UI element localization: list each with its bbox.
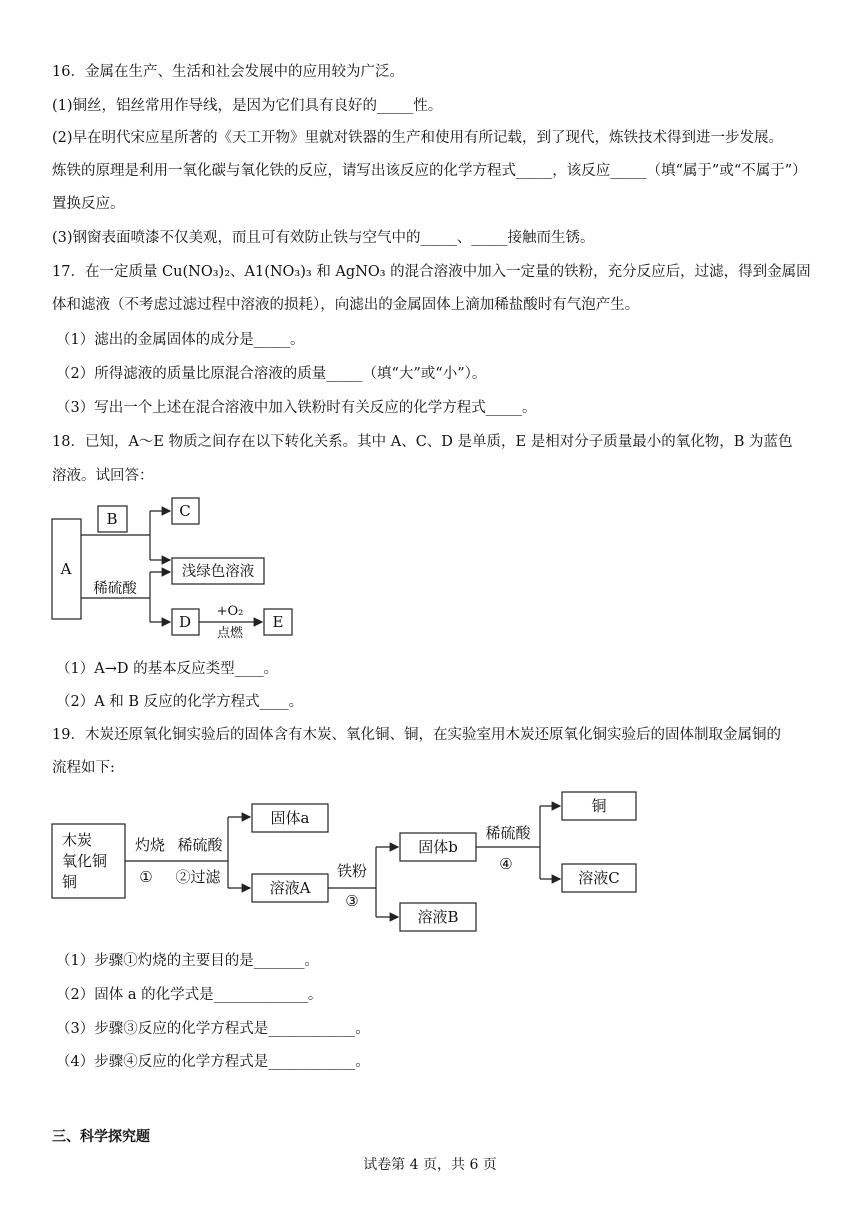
q16-part2-line3: 置换反应。 <box>52 196 125 212</box>
q19-part2: （2）固体 a 的化学式是_____________。 <box>56 987 323 1003</box>
label-a: A <box>60 560 72 578</box>
label-ignite: 点燃 <box>216 626 244 641</box>
q16-part1: (1)铜丝，铝丝常用作导线，是因为它们具有良好的_____性。 <box>52 98 443 114</box>
label-burn: 灼烧 <box>134 836 166 854</box>
label-dilute-acid: 稀硫酸 <box>93 581 137 597</box>
q19-part3: （3）步骤③反应的化学方程式是____________。 <box>56 1021 370 1037</box>
section-heading: 三、科学探究题 <box>52 1129 150 1145</box>
q17-part3: （3）写出一个上述在混合溶液中加入铁粉时有关反应的化学方程式_____。 <box>56 400 537 416</box>
label-acid-2: 稀硫酸 <box>485 824 531 842</box>
label-step4: ④ <box>499 855 513 873</box>
label-step2: ②过滤 <box>175 868 221 886</box>
label-b: B <box>106 510 118 528</box>
q18-part1: （1）A→D 的基本反应类型____。 <box>56 661 279 677</box>
q19-stem-line1: 19．木炭还原氧化铜实验后的固体含有木炭、氧化铜、铜，在实验室用木炭还原氧化铜实验后的固体制取金属铜的 <box>52 727 781 743</box>
label-c: C <box>179 502 191 520</box>
q17-stem-line1: 17．在一定质量 Cu(NO₃)₂、A1(NO₃)₃ 和 AgNO₃ 的混合溶液中加入一定量的铁粉，充分反应后，过滤，得到金属固 <box>52 264 811 280</box>
label-solution-a: 溶液A <box>269 879 311 897</box>
label-step3: ③ <box>345 892 359 910</box>
q19-part1: （1）步骤①灼烧的主要目的是_______。 <box>56 953 319 969</box>
label-charcoal: 木炭 <box>62 831 93 849</box>
q16-part2-line2: 炼铁的原理是利用一氧化碳与氧化铁的反应，请写出该反应的化学方程式_____，该反应_____（填“属于”或“不属于”） <box>52 163 807 179</box>
q18-stem-line2: 溶液。试回答： <box>52 468 154 484</box>
q18-stem-line1: 18．已知，A～E 物质之间存在以下转化关系。其中 A、C、D 是单质，E 是相对分子质量最小的氧化物，B 为蓝色 <box>52 434 793 450</box>
label-iron-powder: 铁粉 <box>336 862 368 880</box>
q17-stem-line2: 体和滤液（不考虑过滤过程中溶液的损耗），向滤出的金属固体上滴加稀盐酸时有气泡产生。 <box>52 297 640 313</box>
label-copper-oxide: 氧化铜 <box>62 852 108 870</box>
label-d: D <box>178 613 192 631</box>
q17-part2: （2）所得滤液的质量比原混合溶液的质量_____（填“大”或“小”）。 <box>56 366 487 382</box>
label-acid-1: 稀硫酸 <box>177 836 223 854</box>
q16-part3: (3)钢窗表面喷漆不仅美观，而且可有效防止铁与空气中的_____、_____接触而生锈。 <box>52 230 595 246</box>
label-e: E <box>272 613 284 631</box>
q19-stem-line2: 流程如下: <box>52 760 115 776</box>
q16-stem: 16．金属在生产、生活和社会发展中的应用较为广泛。 <box>52 64 404 80</box>
q18-part2: （2）A 和 B 反应的化学方程式____。 <box>56 694 304 710</box>
label-solution-b: 溶液B <box>417 908 459 926</box>
label-solid-a: 固体a <box>270 809 310 827</box>
q16-part2-line1: (2)早在明代宋应星所著的《天工开物》里就对铁器的生产和使用有所记载，到了现代，炼铁技术得到进一步发展。 <box>52 130 784 146</box>
label-plus-o2: +O₂ <box>216 604 244 619</box>
label-copper: 铜 <box>591 797 607 815</box>
label-green-solution: 浅绿色溶液 <box>181 564 255 580</box>
label-step1: ① <box>139 868 153 886</box>
q17-part1: （1）滤出的金属固体的成分是_____。 <box>56 332 305 348</box>
q19-part4: （4）步骤④反应的化学方程式是____________。 <box>56 1054 370 1070</box>
label-copper-start: 铜 <box>62 873 78 891</box>
page-footer: 试卷第 4 页，共 6 页 <box>363 1157 497 1173</box>
label-solid-b: 固体b <box>418 838 458 856</box>
label-solution-c: 溶液C <box>578 869 620 887</box>
